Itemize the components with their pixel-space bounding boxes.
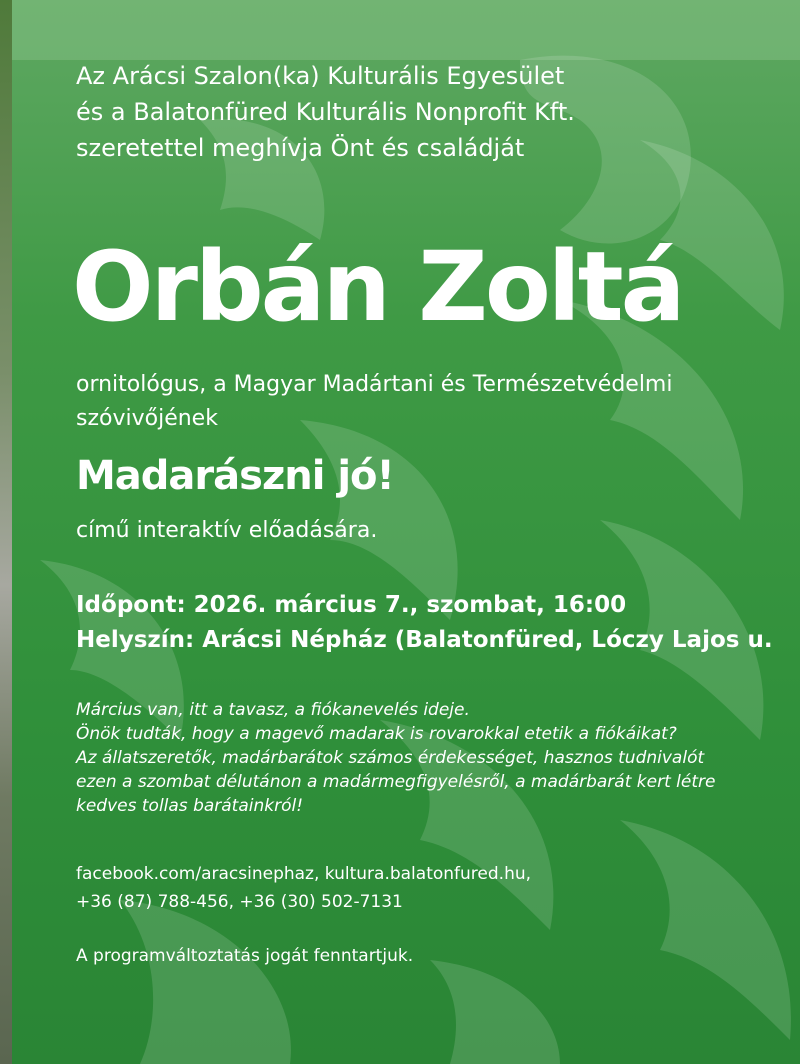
lecture-subtitle: című interaktív előadására. (76, 518, 378, 543)
speaker-subtitle (76, 368, 672, 436)
intro-line-1: Az Arácsi Szalon(ka) Kulturális Egyesület (76, 62, 565, 90)
description-line-3: Az állatszeretők, madárbarátok számos érdekességet, hasznos tudnivalót (76, 748, 705, 768)
event-details (76, 588, 773, 658)
description-line-1: Március van, itt a tavasz, a fiókanevelés ideje. (76, 700, 470, 720)
description-line-4: ezen a szombat délutánon a madármegfigyelésről, a madárbarát kert létre (76, 772, 716, 792)
disclaimer-note: A programváltoztatás jogát fenntartjuk. (76, 946, 414, 966)
contact-info (76, 860, 531, 916)
event-place: Helyszín: Arácsi Népház (Balatonfüred, Lóczy Lajos u. (76, 627, 773, 653)
contact-web: facebook.com/aracsinephaz, kultura.balatonfured.hu, (76, 864, 532, 884)
subtitle-line-1: ornitológus, a Magyar Madártani és Természetvédelmi (76, 372, 673, 397)
speaker-name: Orbán Zoltá (72, 231, 683, 343)
leaf-shape (120, 900, 291, 1064)
intro-line-3: szeretettel meghívja Önt és családját (76, 134, 525, 162)
lecture-title: Madarászni jó! (76, 453, 394, 499)
description-line-5: kedves tollas barátainkról! (76, 796, 304, 816)
event-time: Időpont: 2026. március 7., szombat, 16:00 (76, 592, 627, 618)
leaf-shape (430, 960, 560, 1064)
subtitle-line-2: szóvivőjének (76, 406, 218, 431)
leaf-shape (620, 820, 791, 1040)
invitation-intro (76, 58, 575, 166)
contact-phone: +36 (87) 788-456, +36 (30) 502-7131 (76, 892, 403, 912)
event-description (76, 698, 715, 818)
description-line-2: Önök tudták, hogy a magevő madarak is rovarokkal etetik a fiókáikat? (76, 724, 677, 744)
intro-line-2: és a Balatonfüred Kulturális Nonprofit Kft. (76, 98, 575, 126)
